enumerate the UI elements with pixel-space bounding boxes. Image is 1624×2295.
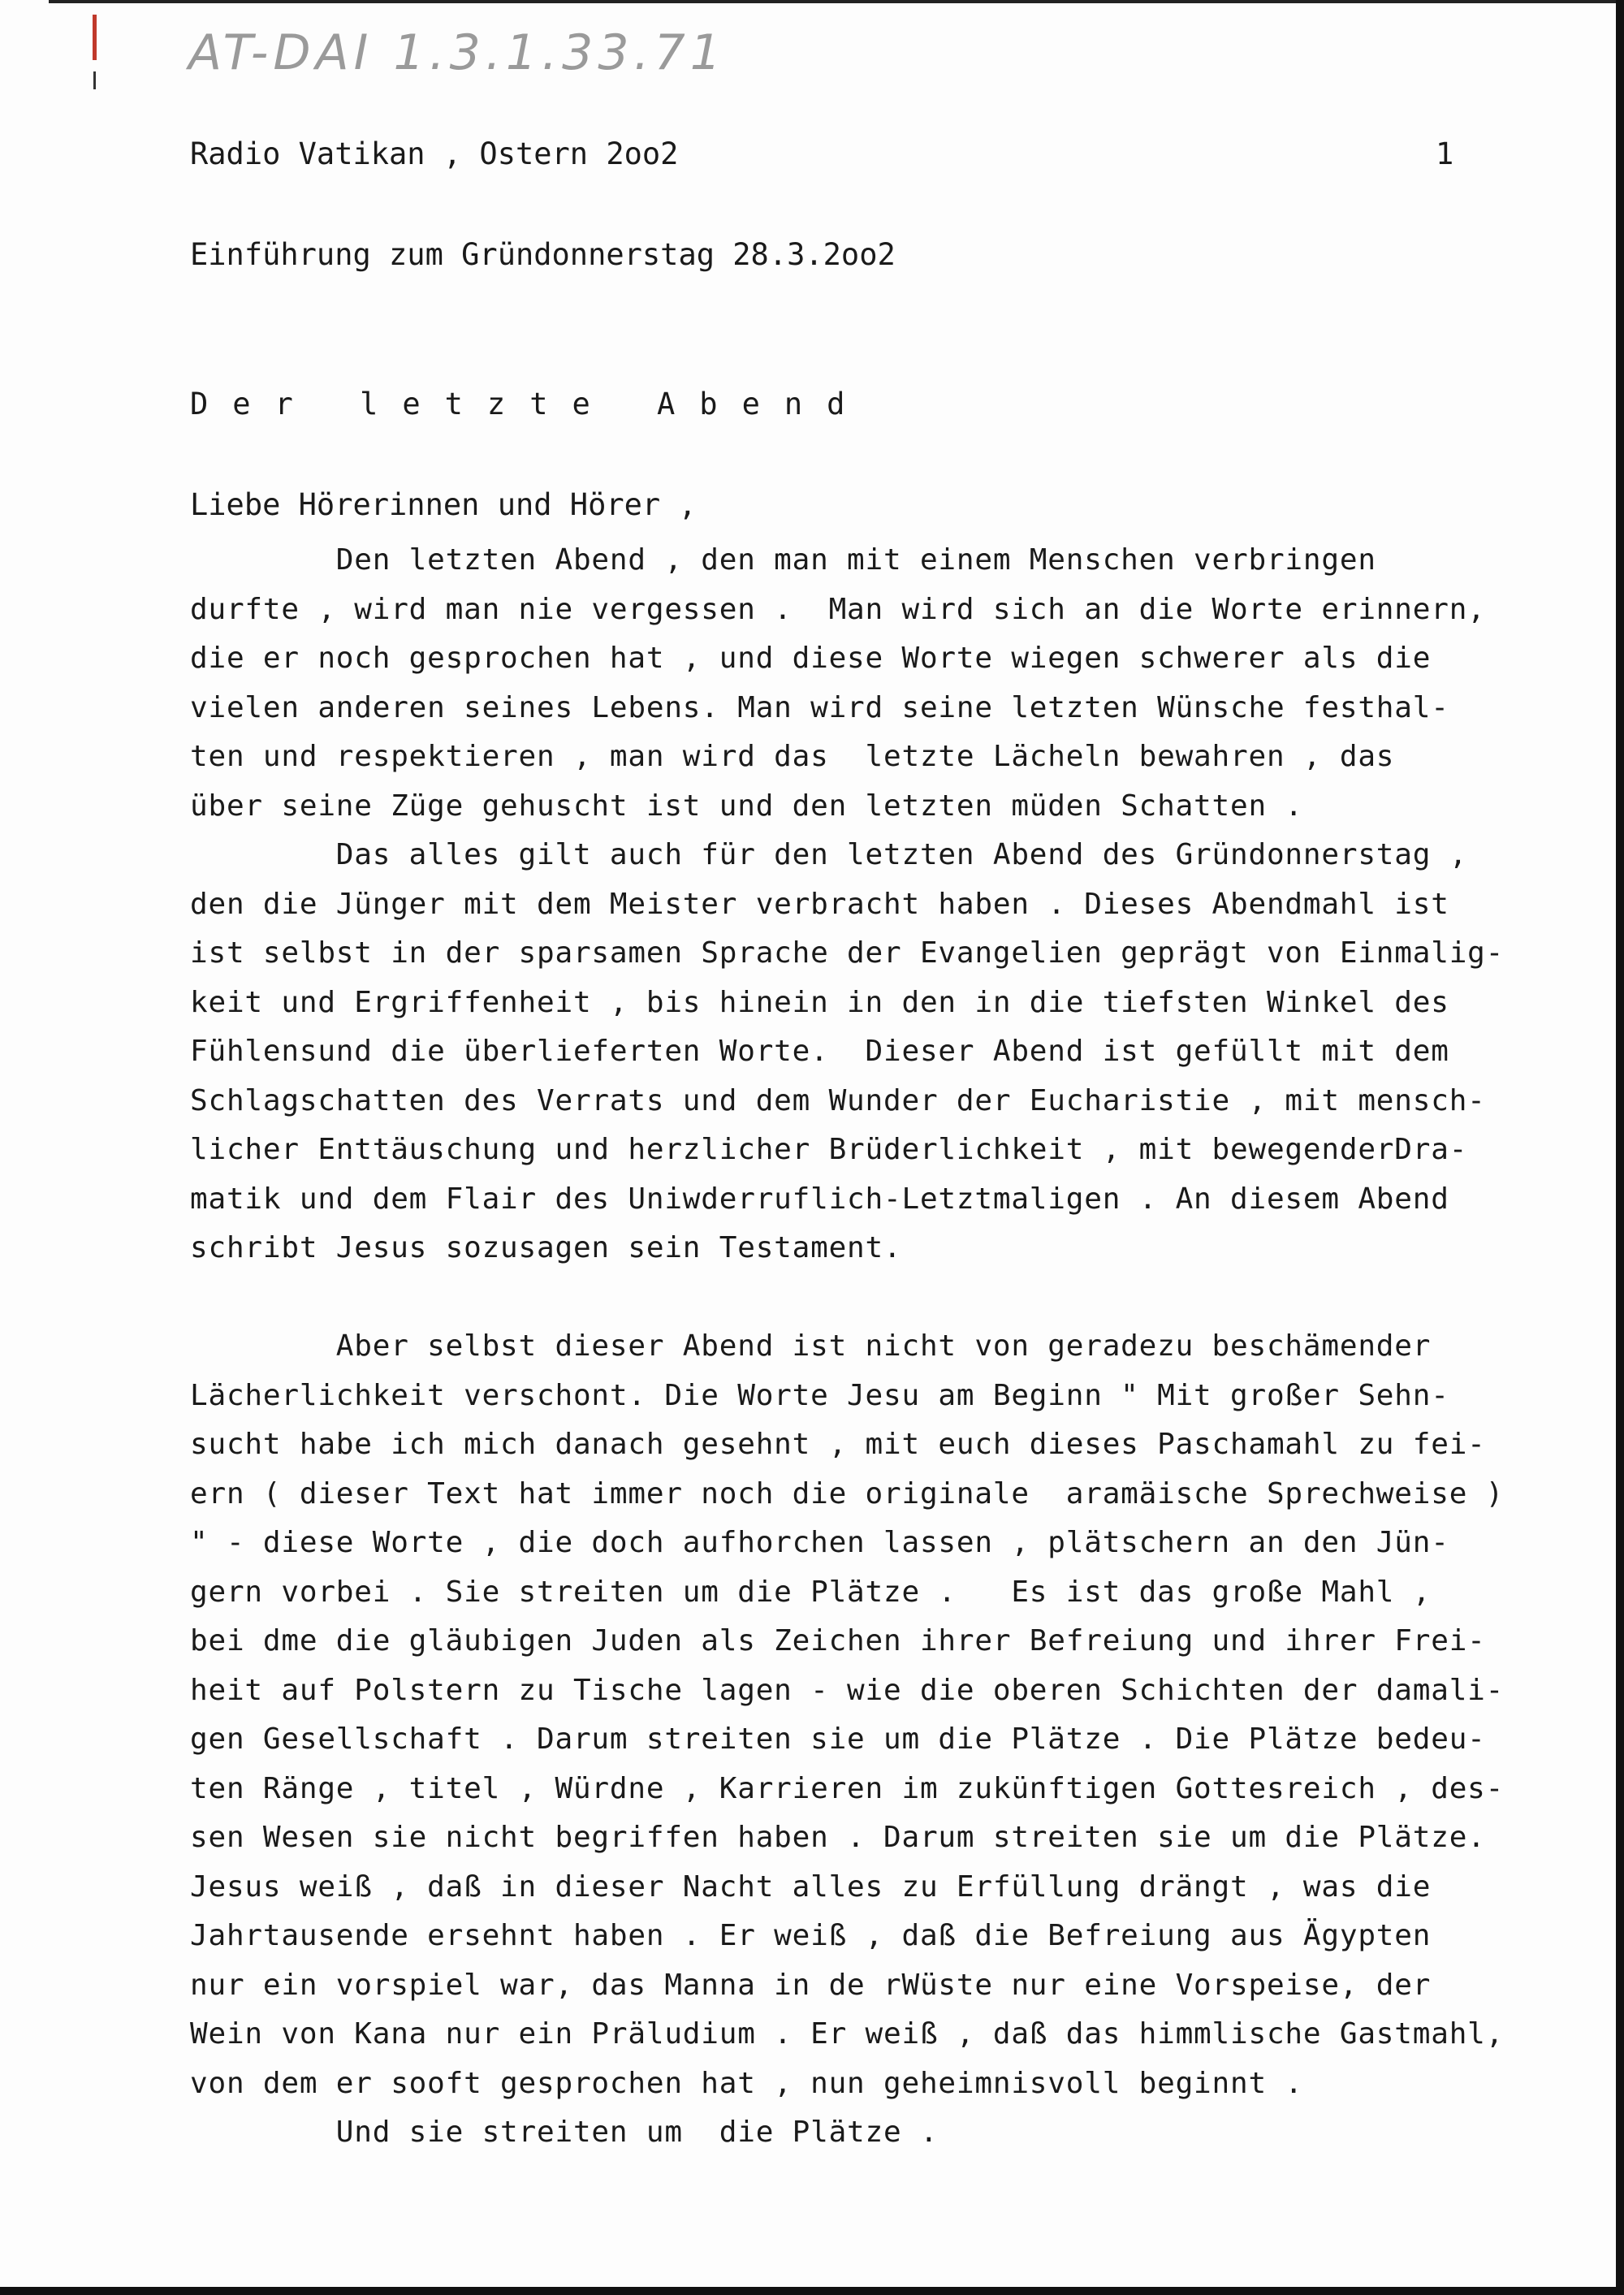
text-line: Jesus weiß , daß in dieser Nacht alles zu Erfüllung drängt , was die bbox=[190, 1869, 1432, 1904]
text-line: ten Ränge , titel , Würdne , Karrieren im zukünftigen Gottesreich , des- bbox=[190, 1771, 1505, 1805]
archive-reference: AT-DAI 1.3.1.33.71 bbox=[188, 24, 726, 81]
salutation: Liebe Hörerinnen und Hörer , bbox=[190, 487, 697, 522]
document-title: Der letzte Abend bbox=[190, 387, 870, 421]
text-line: Aber selbst dieser Abend ist nicht von geradezu beschämender bbox=[190, 1329, 1432, 1363]
text-line: bei dme die gläubigen Juden als Zeichen ihrer Befreiung und ihrer Frei- bbox=[190, 1624, 1486, 1658]
text-line: schribt Jesus sozusagen sein Testament. bbox=[190, 1231, 902, 1264]
text-line: gern vorbei . Sie streiten um die Plätze . Es ist das große Mahl , bbox=[190, 1575, 1432, 1609]
text-line: Und sie streiten um die Plätze . bbox=[190, 2116, 939, 2149]
text-line: ist selbst in der sparsamen Sprache der Evangelien geprägt von Einmalig- bbox=[190, 936, 1505, 970]
text-line: Fühlensund die überlieferten Worte. Dieser Abend ist gefüllt mit dem bbox=[190, 1035, 1449, 1068]
text-line: Jahrtausende ersehnt haben . Er weiß , daß die Befreiung aus Ägypten bbox=[190, 1919, 1432, 1952]
page-number: 1 bbox=[1436, 136, 1454, 171]
subtitle: Einführung zum Gründonnerstag 28.3.2oo2 bbox=[190, 237, 896, 272]
margin-mark-small bbox=[93, 71, 96, 89]
text-line: die er noch gesprochen hat , und diese Worte wiegen schwerer als die bbox=[190, 642, 1432, 675]
text-line: gen Gesellschaft . Darum streiten sie um die Plätze . Die Plätze bedeu- bbox=[190, 1722, 1486, 1756]
text-line: Wein von Kana nur ein Präludium . Er weiß , daß das himmlische Gastmahl, bbox=[190, 2017, 1505, 2051]
text-line: Den letzten Abend , den man mit einem Menschen verbringen bbox=[190, 543, 1376, 577]
text-line: vielen anderen seines Lebens. Man wird seine letzten Wünsche festhal- bbox=[190, 690, 1449, 724]
text-line: Lächerlichkeit verschont. Die Worte Jesu am Beginn " Mit großer Sehn- bbox=[190, 1378, 1449, 1412]
header-text: Radio Vatikan , Ostern 2oo2 bbox=[190, 136, 679, 171]
text-line: Schlagschatten des Verrats und dem Wunder der Eucharistie , mit mensch- bbox=[190, 1083, 1486, 1117]
scan-edge-bottom bbox=[0, 2287, 1624, 2295]
text-line: " - diese Worte , die doch aufhorchen lassen , plätschern an den Jün- bbox=[190, 1526, 1449, 1559]
body-text bbox=[190, 536, 1570, 2158]
text-line: ten und respektieren , man wird das letzte Lächeln bewahren , das bbox=[190, 740, 1395, 773]
text-line: sucht habe ich mich danach gesehnt , mit euch dieses Paschamahl zu fei- bbox=[190, 1428, 1486, 1461]
text-line: sen Wesen sie nicht begriffen haben . Darum streiten sie um die Plätze. bbox=[190, 1821, 1486, 1854]
scan-edge-top bbox=[49, 0, 1624, 3]
text-line: matik und dem Flair des Uniwderruflich-Letztmaligen . An diesem Abend bbox=[190, 1182, 1449, 1216]
text-line: heit auf Polstern zu Tische lagen - wie die oberen Schichten der damali- bbox=[190, 1673, 1505, 1707]
text-line: keit und Ergriffenheit , bis hinein in den in die tiefsten Winkel des bbox=[190, 985, 1449, 1019]
text-line: Das alles gilt auch für den letzten Abend des Gründonnerstag , bbox=[190, 838, 1468, 871]
text-line: über seine Züge gehuscht ist und den letzten müden Schatten . bbox=[190, 789, 1303, 823]
margin-mark bbox=[93, 15, 97, 60]
text-line: nur ein vorspiel war, das Manna in de rWüste nur eine Vorspeise, der bbox=[190, 1968, 1432, 2002]
text-line: von dem er sooft gesprochen hat , nun geheimnisvoll beginnt . bbox=[190, 2066, 1303, 2100]
text-line: licher Enttäuschung und herzlicher Brüderlichkeit , mit bewegenderDra- bbox=[190, 1133, 1468, 1166]
text-line: durfte , wird man nie vergessen . Man wird sich an die Worte erinnern, bbox=[190, 592, 1486, 626]
scan-edge-right bbox=[1616, 0, 1624, 2295]
text-line: ern ( dieser Text hat immer noch die originale aramäische Sprechweise ) bbox=[190, 1476, 1505, 1511]
text-line: den die Jünger mit dem Meister verbracht haben . Dieses Abendmahl ist bbox=[190, 887, 1449, 921]
blank-line bbox=[190, 1273, 1570, 1323]
